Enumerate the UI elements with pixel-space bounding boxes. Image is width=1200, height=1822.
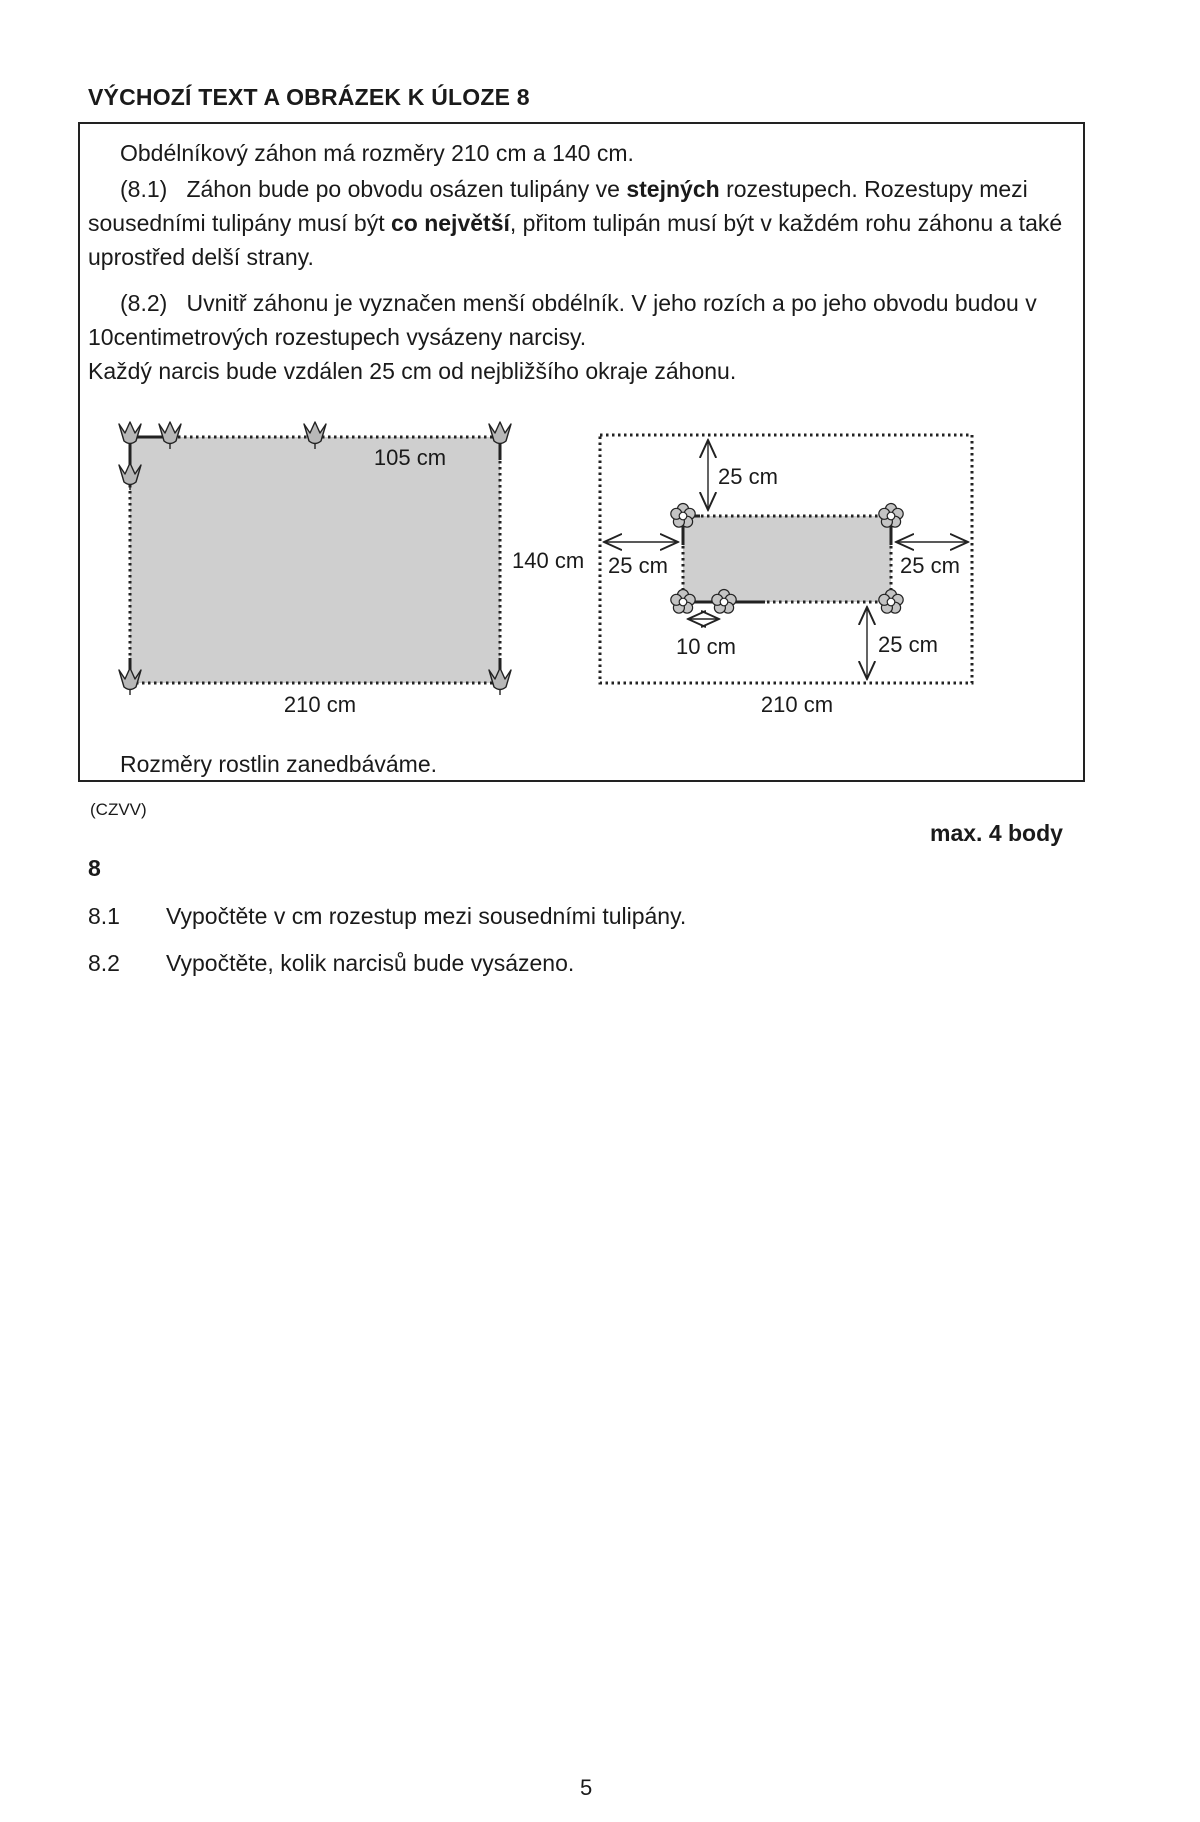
section-heading: VÝCHOZÍ TEXT A OBRÁZEK K ÚLOZE 8 xyxy=(88,84,530,110)
left-label-top: 105 cm xyxy=(373,445,447,470)
source-label: (CZVV) xyxy=(90,800,147,819)
part1-text-b: rozestupech. Rozestupy mezi sousedními tulipány musí být xyxy=(88,176,1028,236)
right-label-left: 25 cm xyxy=(608,553,668,578)
part1-prefix: (8.1) xyxy=(120,176,168,202)
question-text: Vypočtěte, kolik narcisů bude vysázeno. xyxy=(166,950,575,976)
right-label-top: 25 cm xyxy=(718,464,778,489)
part2-text: Uvnitř záhonu je vyznačen menší obdélník. V jeho rozích a po jeho obvodu budou v 10centimetrových rozestupech vysázeny narcisy. xyxy=(88,290,1037,350)
part2-prefix: (8.2) xyxy=(120,290,168,316)
flower-bed-left xyxy=(130,437,500,683)
daffodil-icon xyxy=(879,504,903,528)
daffodil-icon xyxy=(671,504,695,528)
question-text: Vypočtěte v cm rozestup mezi sousedními tulipány. xyxy=(166,903,687,929)
page-number: 5 xyxy=(580,1775,593,1800)
part1-text-a: Záhon bude po obvodu osázen tulipány ve xyxy=(186,176,627,202)
task-number: 8 xyxy=(88,855,101,881)
right-label-right: 25 cm xyxy=(900,553,960,578)
diagram xyxy=(0,0,1200,800)
right-label-bottom-gap: 25 cm xyxy=(878,632,938,657)
part1-bold-b: co největší xyxy=(390,210,510,236)
part1-bold-a: stejných xyxy=(626,176,720,202)
note-text: Rozměry rostlin zanedbáváme. xyxy=(120,751,438,777)
right-label-spacing: 10 cm xyxy=(676,634,736,659)
intro-text: Obdélníkový záhon má rozměry 210 cm a 140 cm. xyxy=(120,140,634,166)
right-label-bottom: 210 cm xyxy=(760,692,834,717)
left-label-bottom: 210 cm xyxy=(283,692,357,717)
part1-text-c: , přitom tulipán musí být v každém rohu záhonu a také uprostřed delší strany. xyxy=(88,210,1063,270)
max-points: max. 4 body xyxy=(930,820,1063,846)
left-label-side: 140 cm xyxy=(512,548,585,573)
part2-text2: Každý narcis bude vzdálen 25 cm od nejbližšího okraje záhonu. xyxy=(88,358,737,384)
question-number: 8.1 xyxy=(88,903,120,929)
question-number: 8.2 xyxy=(88,950,120,976)
inner-rectangle xyxy=(683,516,891,602)
